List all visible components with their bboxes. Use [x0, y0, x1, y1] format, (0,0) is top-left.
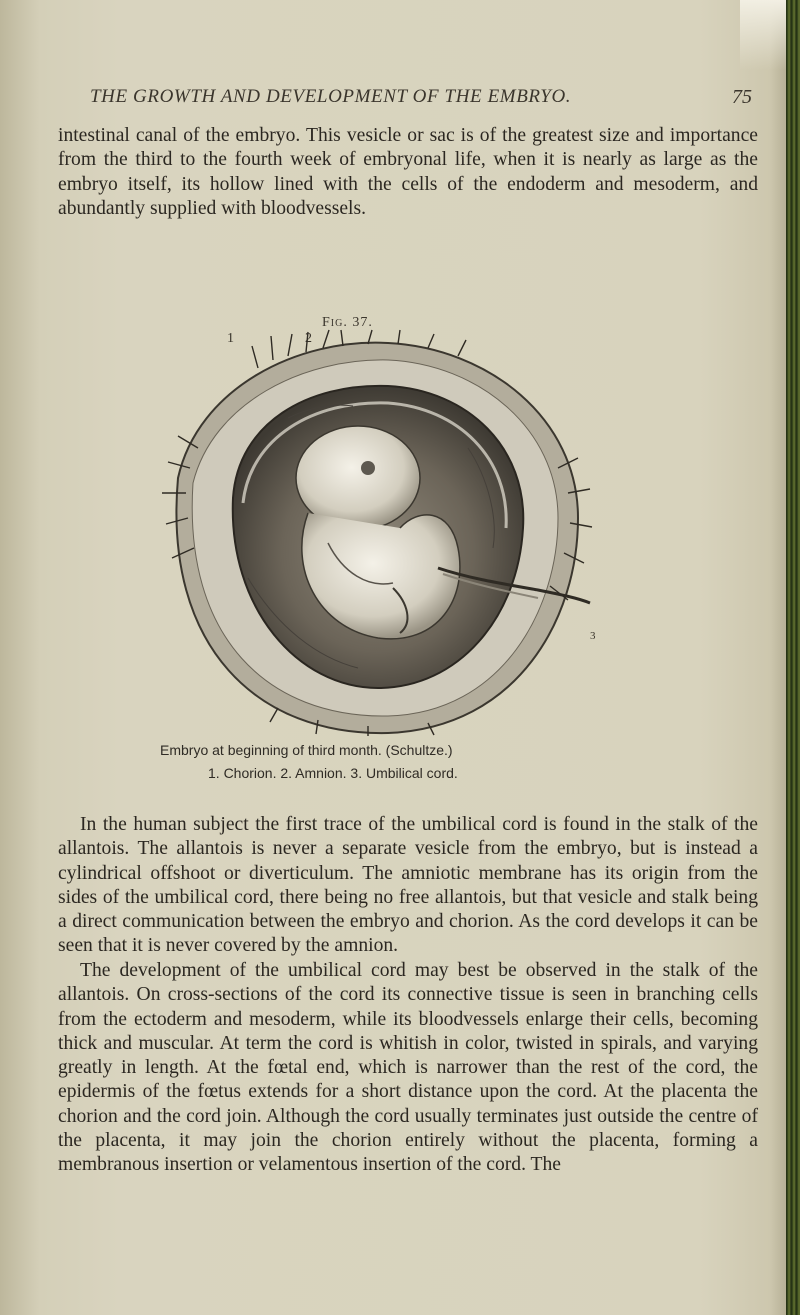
- paragraph-1: intestinal canal of the embryo. This vesicle or sac is of the greatest size and importance from the third to the fourth week of embryonal life, when it is nearly as large as the embryo itself, its hollow lined with the cells of the endoderm and mesoderm, and abundantly supplied with bloodvessels.: [58, 125, 758, 219]
- callout-chorion: 1: [227, 331, 234, 346]
- figure-legend: 1. Chorion. 2. Amnion. 3. Umbilical cord.: [208, 765, 458, 781]
- book-edge: [786, 0, 800, 1315]
- callout-amnion: 2: [305, 331, 312, 346]
- figure-label: Fig. 37.: [322, 315, 373, 330]
- running-head: THE GROWTH AND DEVELOPMENT OF THE EMBRYO.: [90, 86, 572, 107]
- paragraph-3: The development of the umbilical cord may best be observed in the stalk of the allantois. On cross-sections of the cord its connective tissue is seen in branching cells from the ectoderm and mesoderm, while its bloodvessels enlarge their cells, becoming thick and muscular. At term the cord is whitish in color, twisted in spirals, and varying greatly in length. At the fœtal end, which is narrower than the rest of the cord, the epidermis of the fœtus extends for a short distance upon the cord. At the placenta the chorion and the cord join. Although the cord usually terminates just outside the centre of the placenta, it may join the chorion entirely without the placenta, forming a membranous insertion or velamentous insertion of the cord. The: [58, 960, 758, 1176]
- callout-umbilical-cord: 3: [590, 630, 596, 642]
- paragraph-2: In the human subject the first trace of the umbilical cord is found in the stalk of the allantois. The allantois is never a separate vesicle from the embryo, but is instead a cylindrical offshoot or diverticulum. The amniotic membrane has its origin from the sides of the umbilical cord, there being no free allantois, but that vesicle and stalk being a direct communication between the embryo and chorion. As the cord develops it can be seen that it is never covered by the amnion.: [58, 814, 758, 957]
- embryo-illustration: [138, 328, 598, 738]
- page-number: 75: [732, 86, 752, 108]
- figure-caption: Embryo at beginning of third month. (Schultze.): [160, 742, 453, 758]
